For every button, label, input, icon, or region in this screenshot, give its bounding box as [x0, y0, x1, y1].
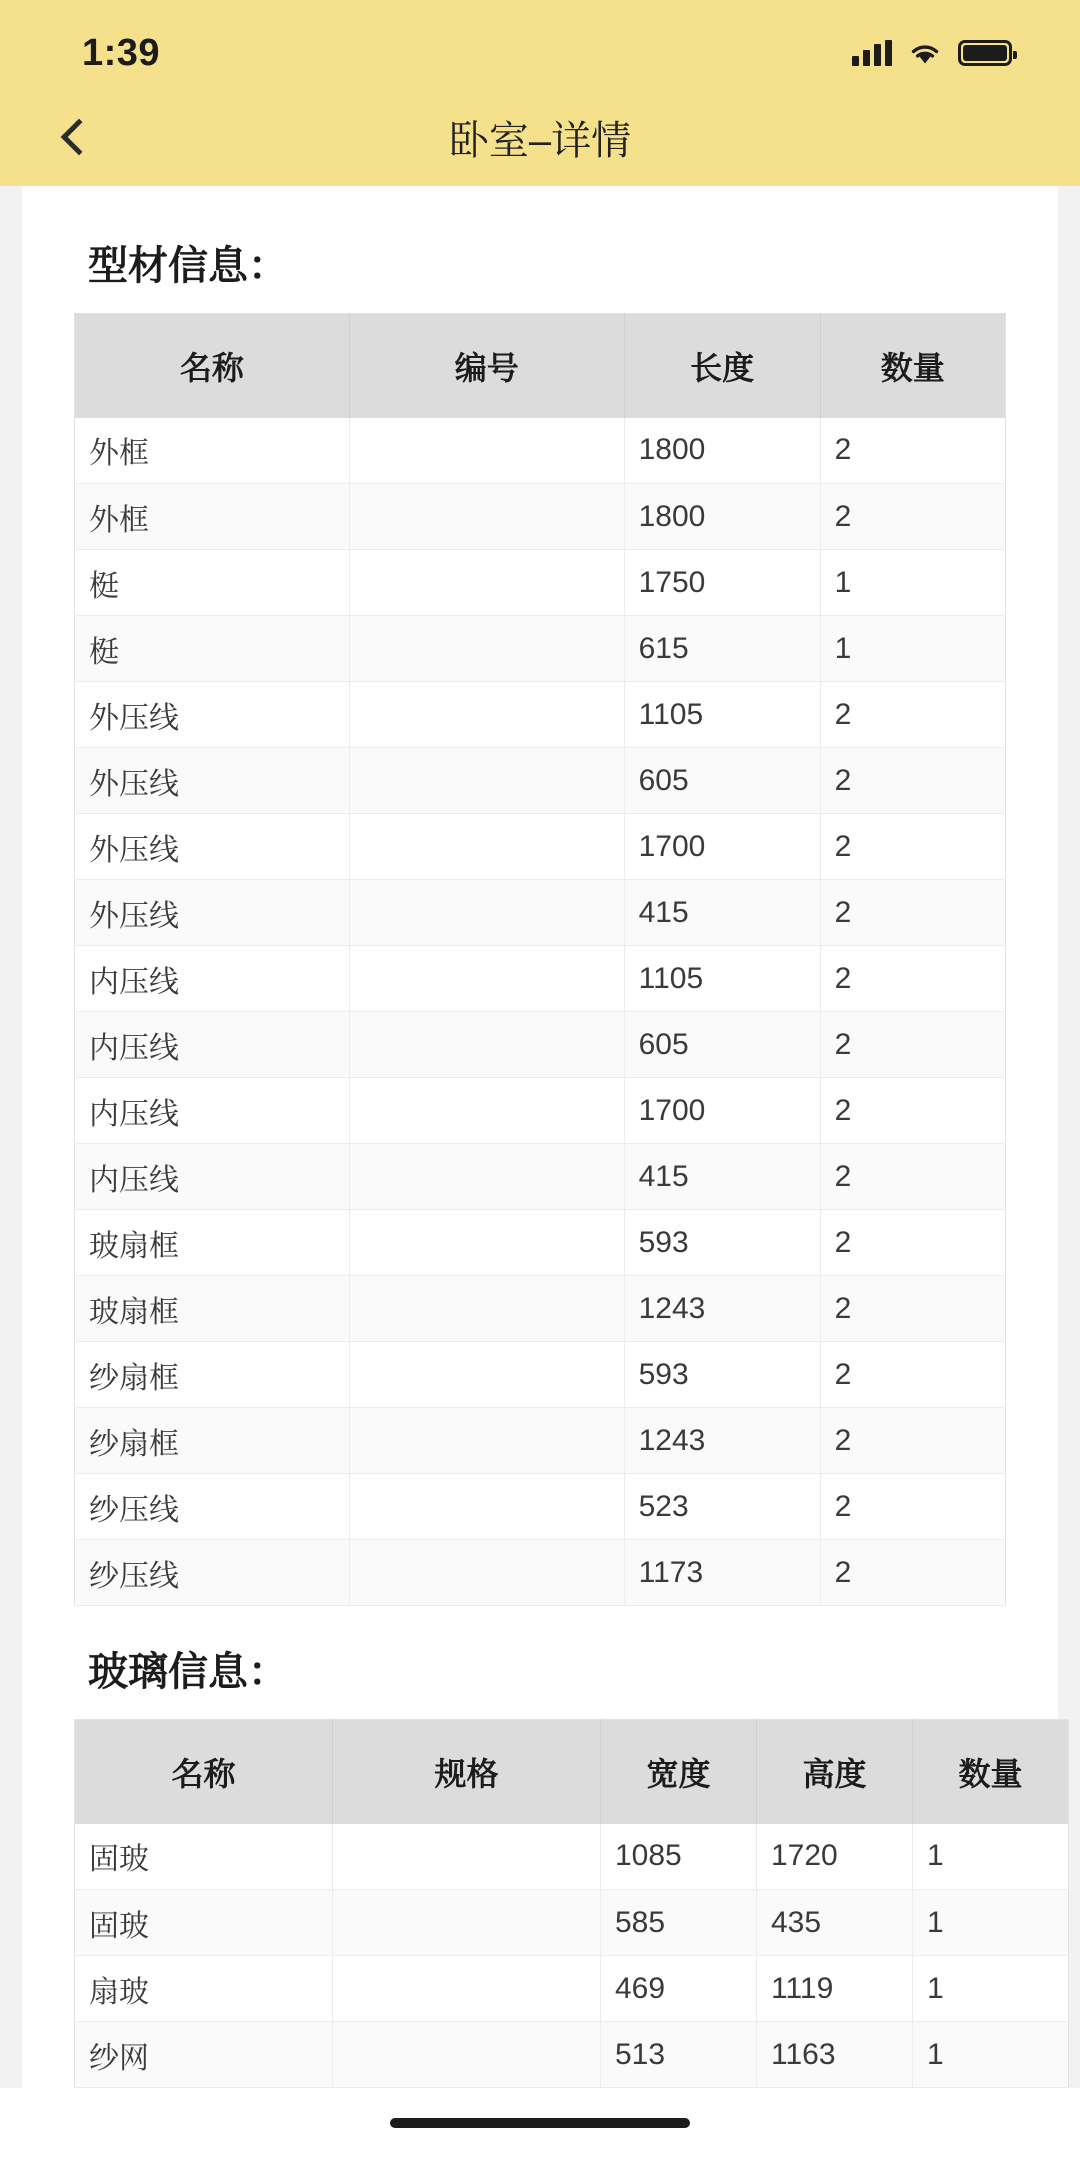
cell-name: 外压线 [75, 814, 350, 880]
cell-spec [333, 1824, 601, 1890]
cell-height: 435 [757, 1890, 913, 1956]
cell-qty: 2 [820, 484, 1005, 550]
cell-code [349, 418, 624, 484]
cell-code [349, 1210, 624, 1276]
cell-name: 纱压线 [75, 1540, 350, 1606]
cell-code [349, 946, 624, 1012]
cell-code [349, 1474, 624, 1540]
home-indicator-area [0, 2088, 1080, 2158]
cell-length: 415 [624, 1144, 820, 1210]
cell-width: 585 [601, 1890, 757, 1956]
cell-qty: 2 [820, 1144, 1005, 1210]
profile-table-wrap [74, 313, 1006, 1606]
cell-name: 外压线 [75, 748, 350, 814]
table-row[interactable] [75, 616, 1006, 682]
cell-length: 523 [624, 1474, 820, 1540]
cell-name: 内压线 [75, 946, 350, 1012]
cell-code [349, 1012, 624, 1078]
cell-name: 外框 [75, 418, 350, 484]
cell-code [349, 1078, 624, 1144]
cell-code [349, 550, 624, 616]
cell-qty: 2 [820, 748, 1005, 814]
cell-length: 1700 [624, 814, 820, 880]
cell-name: 纱扇框 [75, 1342, 350, 1408]
cell-name: 玻扇框 [75, 1276, 350, 1342]
cell-width: 469 [601, 1956, 757, 2022]
cell-length: 1750 [624, 550, 820, 616]
cell-length: 1243 [624, 1276, 820, 1342]
home-indicator[interactable] [390, 2118, 690, 2128]
cell-qty: 2 [820, 1276, 1005, 1342]
column-header: 宽度 [601, 1720, 757, 1824]
cell-length: 1700 [624, 1078, 820, 1144]
cell-code [349, 682, 624, 748]
table-row[interactable] [75, 748, 1006, 814]
cell-qty: 1 [913, 1956, 1069, 2022]
table-row[interactable] [75, 1474, 1006, 1540]
cell-qty: 2 [820, 1540, 1005, 1606]
table-row[interactable] [75, 1956, 1069, 2022]
cell-width: 513 [601, 2022, 757, 2088]
column-header: 编号 [349, 314, 624, 418]
cell-length: 1105 [624, 946, 820, 1012]
cell-qty: 2 [820, 1210, 1005, 1276]
table-row[interactable] [75, 1276, 1006, 1342]
table-row[interactable] [75, 814, 1006, 880]
cell-code [349, 1276, 624, 1342]
cell-name: 内压线 [75, 1012, 350, 1078]
cell-code [349, 748, 624, 814]
profile-table-body [75, 418, 1006, 1606]
cell-spec [333, 2022, 601, 2088]
cell-length: 615 [624, 616, 820, 682]
cell-length: 1105 [624, 682, 820, 748]
table-row[interactable] [75, 1012, 1006, 1078]
cell-length: 1173 [624, 1540, 820, 1606]
table-row[interactable] [75, 1408, 1006, 1474]
cell-qty: 2 [820, 814, 1005, 880]
column-header: 规格 [333, 1720, 601, 1824]
cell-qty: 2 [820, 946, 1005, 1012]
cell-length: 1800 [624, 418, 820, 484]
cell-length: 593 [624, 1210, 820, 1276]
cell-code [349, 880, 624, 946]
cell-name: 外压线 [75, 682, 350, 748]
cell-name: 外压线 [75, 880, 350, 946]
page-title: 卧室–详情 [448, 118, 632, 163]
cell-code [349, 616, 624, 682]
wifi-icon [908, 40, 942, 66]
cell-width: 1085 [601, 1824, 757, 1890]
cell-qty: 2 [820, 1408, 1005, 1474]
table-row[interactable] [75, 418, 1006, 484]
table-row[interactable] [75, 484, 1006, 550]
cell-code [349, 1342, 624, 1408]
battery-full-icon [958, 40, 1012, 66]
cell-name: 梃 [75, 616, 350, 682]
cell-qty: 2 [820, 1342, 1005, 1408]
cell-height: 1163 [757, 2022, 913, 2088]
cell-name: 玻扇框 [75, 1210, 350, 1276]
table-row[interactable] [75, 682, 1006, 748]
detail-card [22, 186, 1058, 2088]
cell-height: 1720 [757, 1824, 913, 1890]
table-row[interactable] [75, 946, 1006, 1012]
glass-table-body [75, 1824, 1069, 2088]
cell-code [349, 484, 624, 550]
status-bar [0, 18, 1080, 88]
cell-qty: 2 [820, 1012, 1005, 1078]
cell-qty: 2 [820, 880, 1005, 946]
cell-height: 1119 [757, 1956, 913, 2022]
cell-length: 605 [624, 748, 820, 814]
cell-qty: 1 [820, 550, 1005, 616]
profile-table [74, 313, 1006, 1606]
column-header: 高度 [757, 1720, 913, 1824]
cell-qty: 2 [820, 1474, 1005, 1540]
table-row[interactable] [75, 2022, 1069, 2088]
cell-spec [333, 1890, 601, 1956]
column-header: 数量 [913, 1720, 1069, 1824]
column-header: 长度 [624, 314, 820, 418]
table-row[interactable] [75, 880, 1006, 946]
cell-length: 605 [624, 1012, 820, 1078]
table-row[interactable] [75, 1210, 1006, 1276]
cell-qty: 2 [820, 682, 1005, 748]
table-row[interactable] [75, 1540, 1006, 1606]
cell-qty: 1 [820, 616, 1005, 682]
cell-name: 纱网 [75, 2022, 333, 2088]
table-row[interactable] [75, 1342, 1006, 1408]
column-header: 名称 [75, 314, 350, 418]
chevron-left-icon [61, 119, 98, 156]
cell-qty: 2 [820, 1078, 1005, 1144]
table-row[interactable] [75, 1824, 1069, 1890]
cell-name: 梃 [75, 550, 350, 616]
cell-qty: 1 [913, 1890, 1069, 1956]
cell-code [349, 1144, 624, 1210]
cell-code [349, 1408, 624, 1474]
cell-name: 纱压线 [75, 1474, 350, 1540]
back-button[interactable] [40, 102, 110, 172]
table-row[interactable] [75, 550, 1006, 616]
table-header-row [75, 314, 1006, 418]
cell-code [349, 1540, 624, 1606]
cell-code [349, 814, 624, 880]
navigation-bar [0, 88, 1080, 186]
cell-name: 固玻 [75, 1890, 333, 1956]
cell-name: 外框 [75, 484, 350, 550]
status-indicators [852, 40, 1012, 66]
table-header-row [75, 1720, 1069, 1824]
table-row[interactable] [75, 1078, 1006, 1144]
glass-table-wrap [74, 1719, 1023, 2088]
content-area[interactable] [0, 186, 1080, 2088]
cell-length: 593 [624, 1342, 820, 1408]
cell-qty: 1 [913, 1824, 1069, 1890]
column-header: 数量 [820, 314, 1005, 418]
cell-qty: 2 [820, 418, 1005, 484]
glass-table [74, 1719, 1069, 2088]
cell-name: 纱扇框 [75, 1408, 350, 1474]
cell-spec [333, 1956, 601, 2022]
status-time: 1:39 [82, 31, 161, 74]
cell-qty: 1 [913, 2022, 1069, 2088]
cell-length: 1243 [624, 1408, 820, 1474]
column-header: 名称 [75, 1720, 333, 1824]
cell-name: 内压线 [75, 1144, 350, 1210]
cell-name: 内压线 [75, 1078, 350, 1144]
cell-name: 固玻 [75, 1824, 333, 1890]
table-row[interactable] [75, 1144, 1006, 1210]
cellular-signal-icon [852, 40, 892, 66]
cell-name: 扇玻 [75, 1956, 333, 2022]
cell-length: 415 [624, 880, 820, 946]
app-header [0, 0, 1080, 186]
section-title-profile: 型材信息： [88, 244, 288, 288]
cell-length: 1800 [624, 484, 820, 550]
table-row[interactable] [75, 1890, 1069, 1956]
section-title-glass: 玻璃信息： [88, 1650, 288, 1694]
